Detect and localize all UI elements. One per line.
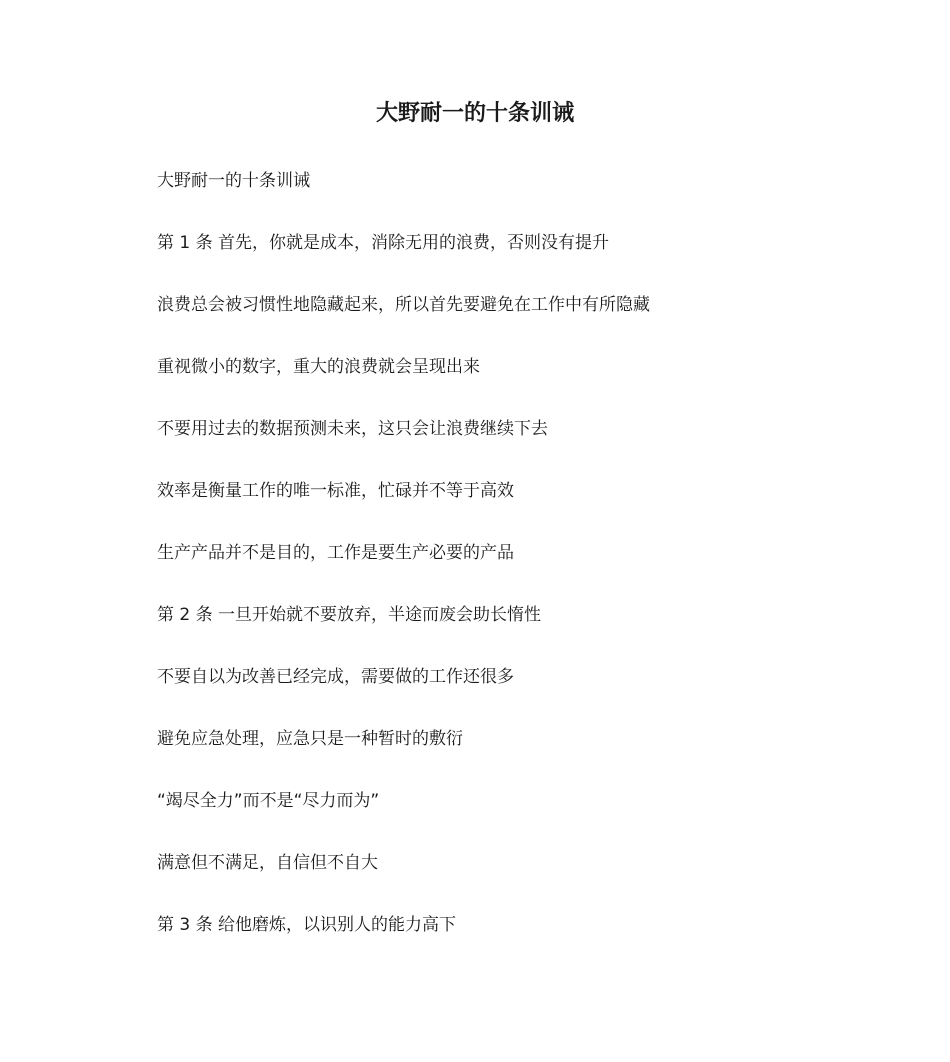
paragraph: 重视微小的数字，重大的浪费就会呈现出来 <box>157 357 480 377</box>
paragraph: 不要自以为改善已经完成，需要做的工作还很多 <box>157 667 514 687</box>
paragraph-rule-1: 第 1 条 首先，你就是成本，消除无用的浪费，否则没有提升 <box>157 233 610 253</box>
paragraph-subtitle: 大野耐一的十条训诫 <box>157 171 310 191</box>
paragraph: 不要用过去的数据预测未来，这只会让浪费继续下去 <box>157 419 548 439</box>
paragraph-rule-3: 第 3 条 给他磨炼，以识别人的能力高下 <box>157 915 457 935</box>
document-body <box>157 168 857 974</box>
paragraph: 效率是衡量工作的唯一标准，忙碌并不等于高效 <box>157 481 514 501</box>
paragraph-rule-2: 第 2 条 一旦开始就不要放弃，半途而废会助长惰性 <box>157 605 542 625</box>
document-title: 大野耐一的十条训诫 <box>375 101 574 126</box>
paragraph: 生产产品并不是目的，工作是要生产必要的产品 <box>157 543 514 563</box>
paragraph: “竭尽全力”而不是“尽力而为” <box>157 791 380 811</box>
paragraph: 避免应急处理，应急只是一种暂时的敷衍 <box>157 729 463 749</box>
paragraph: 浪费总会被习惯性地隐藏起来，所以首先要避免在工作中有所隐藏 <box>157 295 650 315</box>
paragraph: 满意但不满足，自信但不自大 <box>157 853 378 873</box>
